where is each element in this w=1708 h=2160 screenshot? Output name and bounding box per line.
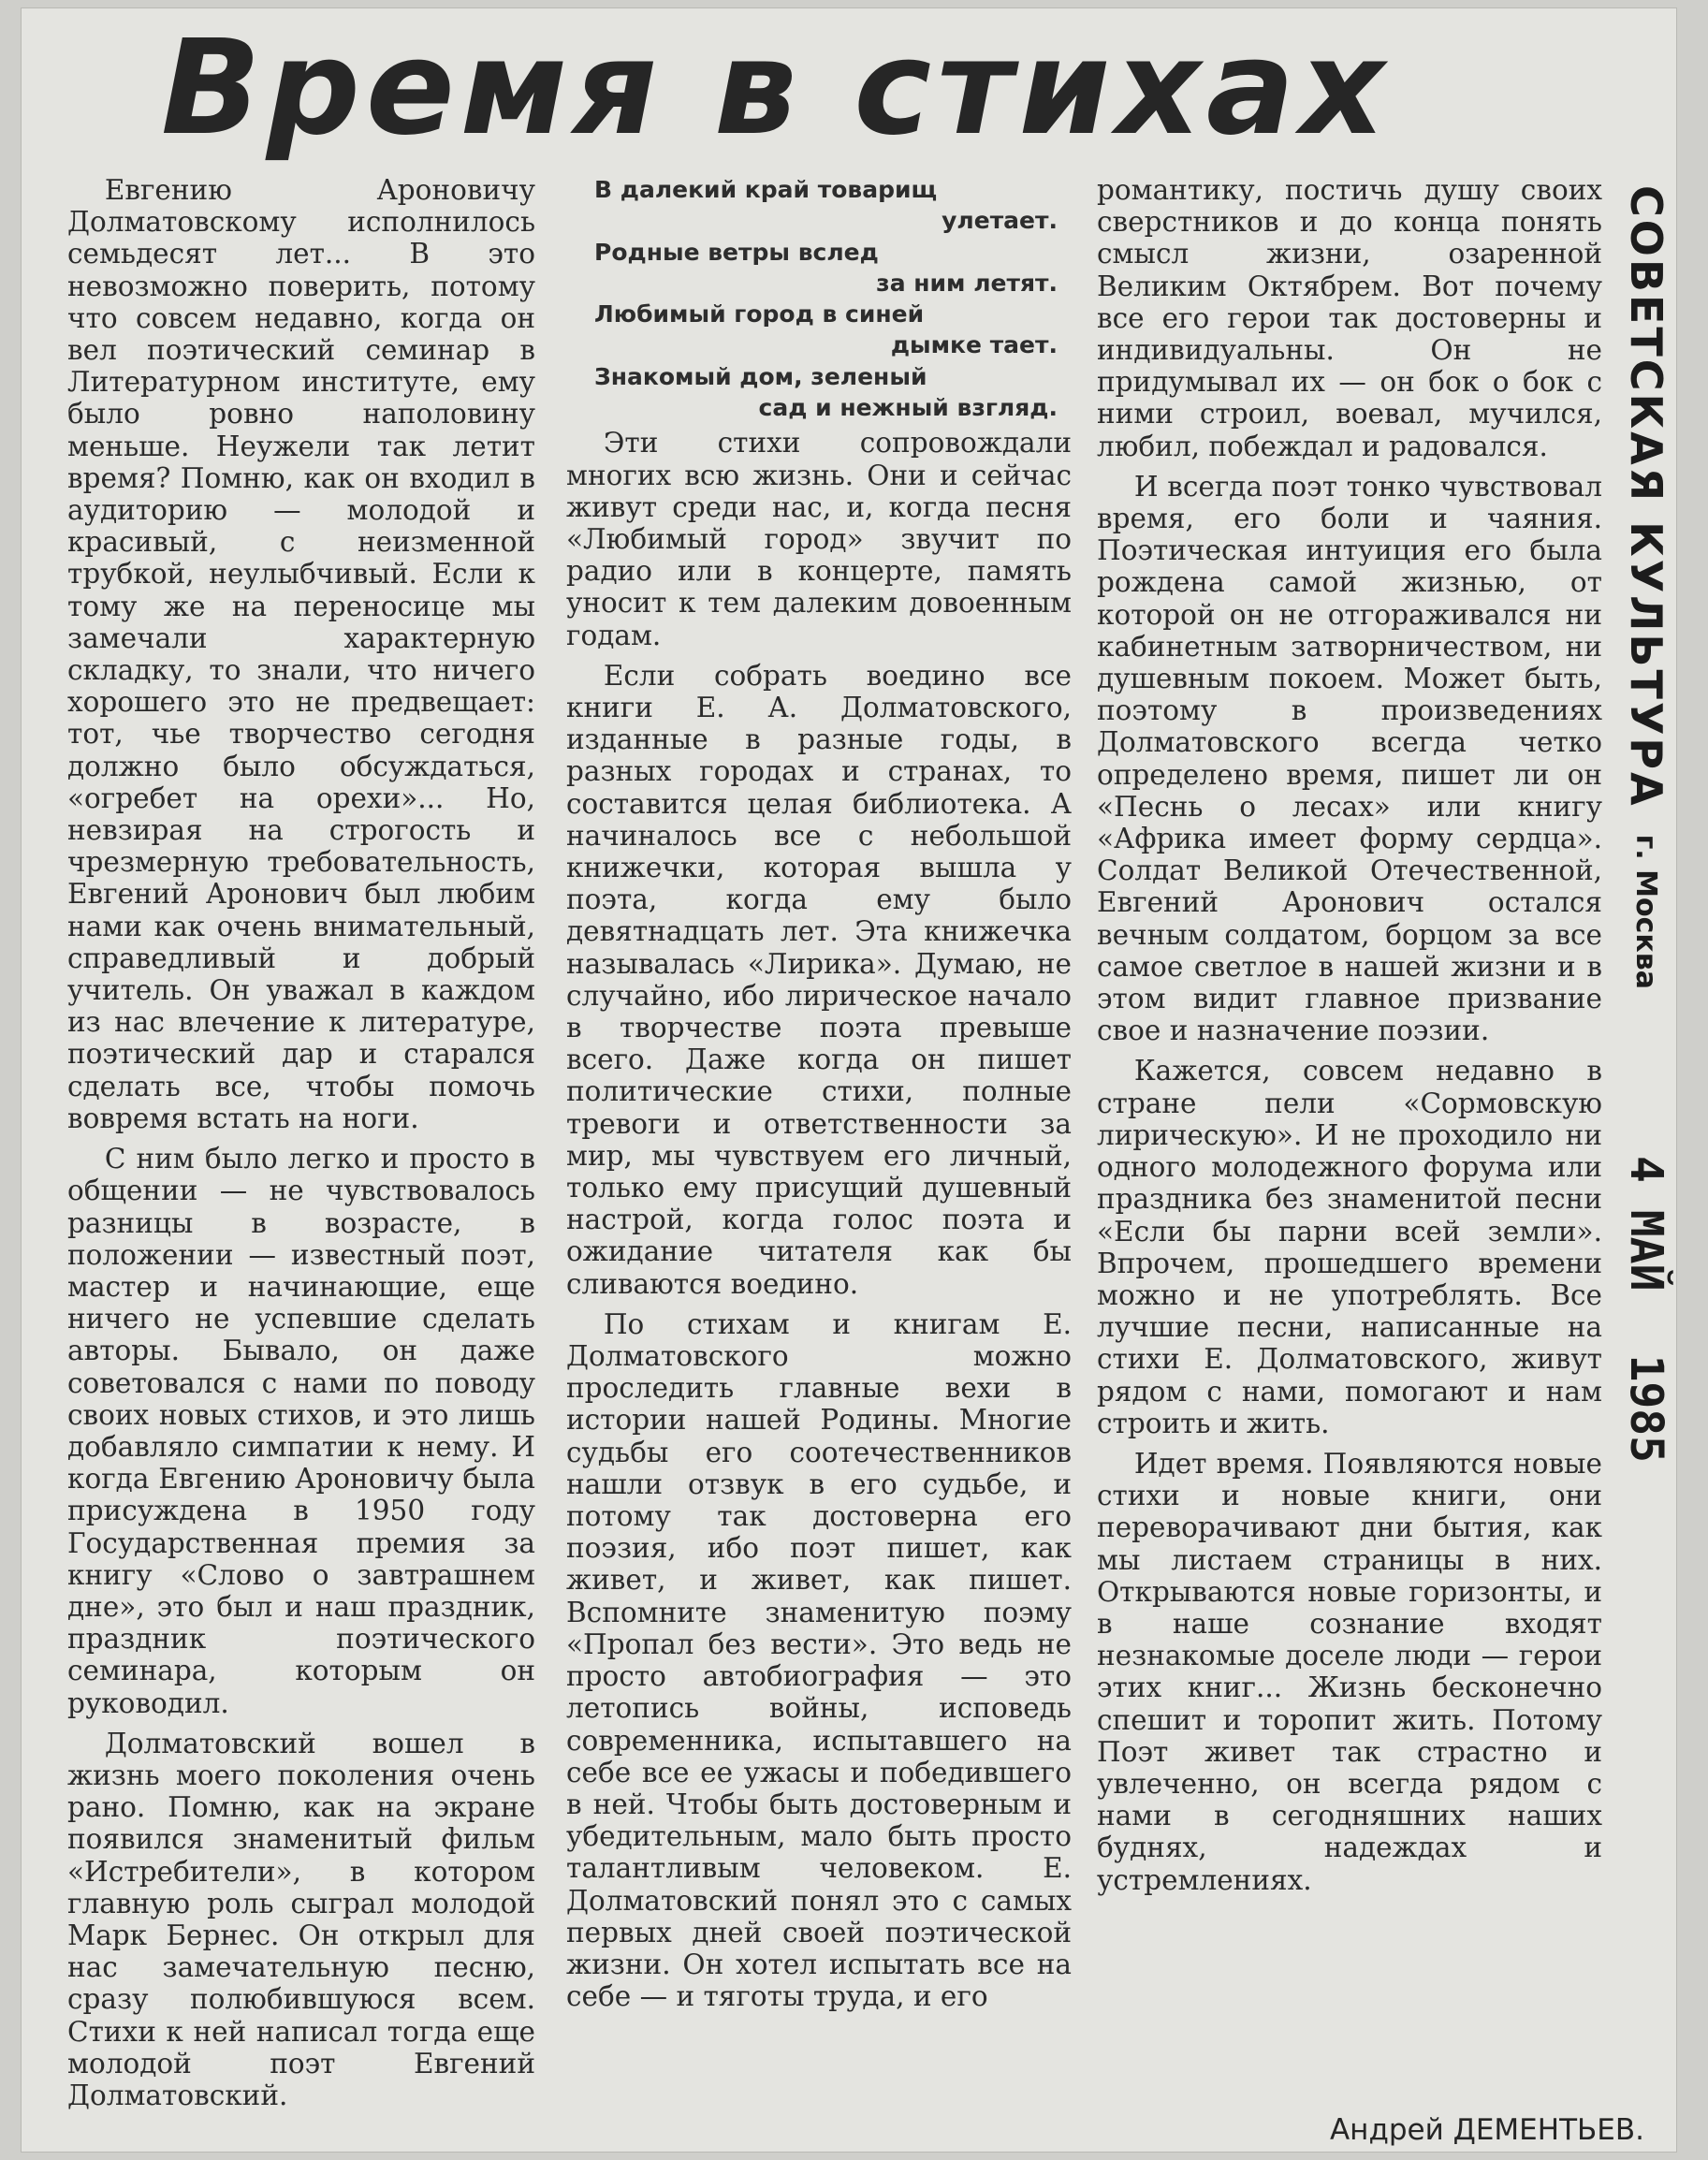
article-column-2 <box>566 174 1072 2149</box>
poem-line-continuation: улетает. <box>942 207 1058 235</box>
paragraph: романтику, постичь душу своих сверстников и до конца понять смысл жизни, озаренной Великим Октябрем. Вот почему все его герои так достоверны и индивидуальны. Он не придумывал их — он бок о бок с ними строил, воевал, мучился, любил, побеждал и радовался. <box>1097 174 1602 462</box>
article-title: Время в стихах <box>161 12 1391 165</box>
stamp-date: 4 МАЙ <box>1620 1155 1672 1292</box>
stamp-year: 1985 <box>1620 1354 1672 1464</box>
paragraph: Если собрать воедино все книги Е. А. Долматовского, изданные в разные годы, в разных городах и странах, то составится целая библиотека. А начиналось все с небольшой книжечки, которая вышла у поэта, когда ему было девятнадцать лет. Эта книжечка называлась «Лирика». Думаю, не случайно, ибо лирическое начало в творчестве поэта превыше всего. Даже когда он пишет политические стихи, полные тревоги и ответственности за мир, мы чувствуем его личный, только ему присущий душевный настрой, когда голос поэта и ожидание читателя как бы сливаются воедино. <box>566 659 1072 1300</box>
paragraph: Идет время. Появляются новые стихи и новые книги, они переворачивают дни бытия, как мы листаем страницы в них. Открываются новые горизонты, и в наше сознание входят незнакомые доселе люди — герои этих книг... Жизнь бесконечно спешит и торопит жить. Потому Поэт живет так страстно и увлеченно, он всегда рядом с нами в сегодняшних наших буднях, надеждах и устремлениях. <box>1097 1447 1602 1896</box>
paragraph: Долматовский вошел в жизнь моего поколения очень рано. Помню, как на экране появился знаменитый фильм «Истребители», в котором главную роль сыграл молодой Марк Бернес. Он открыл для нас замечательную песню, сразу полюбившуюся всем. Стихи к ней написал тогда еще молодой поэт Евгений Долматовский. <box>67 1727 535 2111</box>
article-column-1 <box>67 174 535 2149</box>
paragraph: С ним было легко и просто в общении — не чувствовалось разницы в возрасте, в положении — известный поэт, мастер и начинающие, еще ничего не успевшие сделать авторы. Бывало, он даже советовался с нами по поводу своих новых стихов, и это лишь добавляло симпатии к нему. И когда Евгению Ароновичу была присуждена в 1950 году Государственная премия за книгу «Слово о завтрашнем дне», это был и наш праздник, праздник поэтического семинара, которым он руководил. <box>67 1143 535 1719</box>
poem-line: Знакомый дом, зеленый <box>594 362 927 390</box>
poem-line: В далекий край товарищ <box>594 176 938 203</box>
poem-line-continuation: за ним летят. <box>876 269 1058 297</box>
newspaper-date-stamp <box>1602 185 1677 1514</box>
paragraph: Эти стихи сопровождали многих всю жизнь. Они и сейчас живут среди нас, и, когда песня «Любимый город» звучит по радио или в концерте, память уносит к тем далеким довоенным годам. <box>566 427 1072 651</box>
stamp-city: г. Москва <box>1629 834 1663 989</box>
paragraph: Кажется, совсем недавно в стране пели «Сормовскую лирическую». И не проходило ни одного молодежного форума или праздника без знаменитой песни «Если бы парни всей земли». Впрочем, прошедшего времени можно и не употреблять. Все лучшие песни, написанные на стихи Е. Долматовского, живут рядом с нами, помогают и нам строить и жить. <box>1097 1055 1602 1439</box>
paragraph: По стихам и книгам Е. Долматовского можно проследить главные вехи в истории нашей Родины. Многие судьбы его соотечественников нашли отзвук в его судьбе, и потому так достоверна его поэзия, ибо поэт пишет, как живет, и живет, как пишет. Вспомните знаменитую поэму «Пропал без вести». Это ведь не просто автобиография — это летопись войны, исповедь современника, испытавшего на себе все ее ужасы и победившего в ней. Чтобы быть достоверным и убедительным, мало быть просто талантливым человеком. Е. Долматовский понял это с самых первых дней своей поэтической жизни. Он хотел испытать все на себе — и тяготы труда, и его <box>566 1307 1072 2013</box>
poem-line-continuation: сад и нежный взгляд. <box>758 394 1058 422</box>
poem-line: Любимый город в синей <box>594 300 925 328</box>
stamp-newspaper-name: СОВЕТСКАЯ КУЛЬТУРА <box>1621 185 1672 809</box>
paragraph: И всегда поэт тонко чувствовал время, его боли и чаяния. Поэтическая интуиция его была рождена самой жизнью, от которой он не отгораживался ни кабинетным затворничеством, ни душевным покоем. Может быть, поэтому в произведениях Долматовского всегда четко определено время, пишет ли он «Песнь о лесах» или книгу «Африка имеет форму сердца». Солдат Великой Отечественной, Евгений Аронович остался вечным солдатом, борцом за все самое светлое в нашей жизни и в этом видит главное призвание свое и назначение поэзии. <box>1097 470 1602 1047</box>
poem-line: Родные ветры вслед <box>594 238 879 266</box>
paragraph: Евгению Ароновичу Долматовскому исполнилось семьдесят лет... В это невозможно поверить, потому что совсем недавно, когда он вел поэтический семинар в Литературном институте, ему было ровно наполовину меньше. Неужели так летит время? Помню, как он входил в аудиторию — молодой и красивый, с неизменной трубкой, неулыбчивый. Если к тому же на переносице мы замечали характерную складку, то знали, что ничего хорошего это не предвещает: тот, чье творчество сегодня должно было обсуждаться, «огребет на орехи»... Но, невзирая на строгость и чрезмерную требовательность, Евгений Аронович был любим нами как очень внимательный, справедливый и добрый учитель. Он уважал в каждом из нас влечение к литературе, поэтический дар и старался сделать все, чтобы помочь вовремя встать на ноги. <box>67 174 535 1134</box>
author-signature: Андрей ДЕМЕНТЬЕВ. <box>1329 2113 1644 2147</box>
newspaper-clipping <box>21 7 1677 2153</box>
poem-line-continuation: дымке тает. <box>890 331 1058 359</box>
poem-stanza <box>566 174 1072 423</box>
article-column-3 <box>1097 174 1602 2149</box>
